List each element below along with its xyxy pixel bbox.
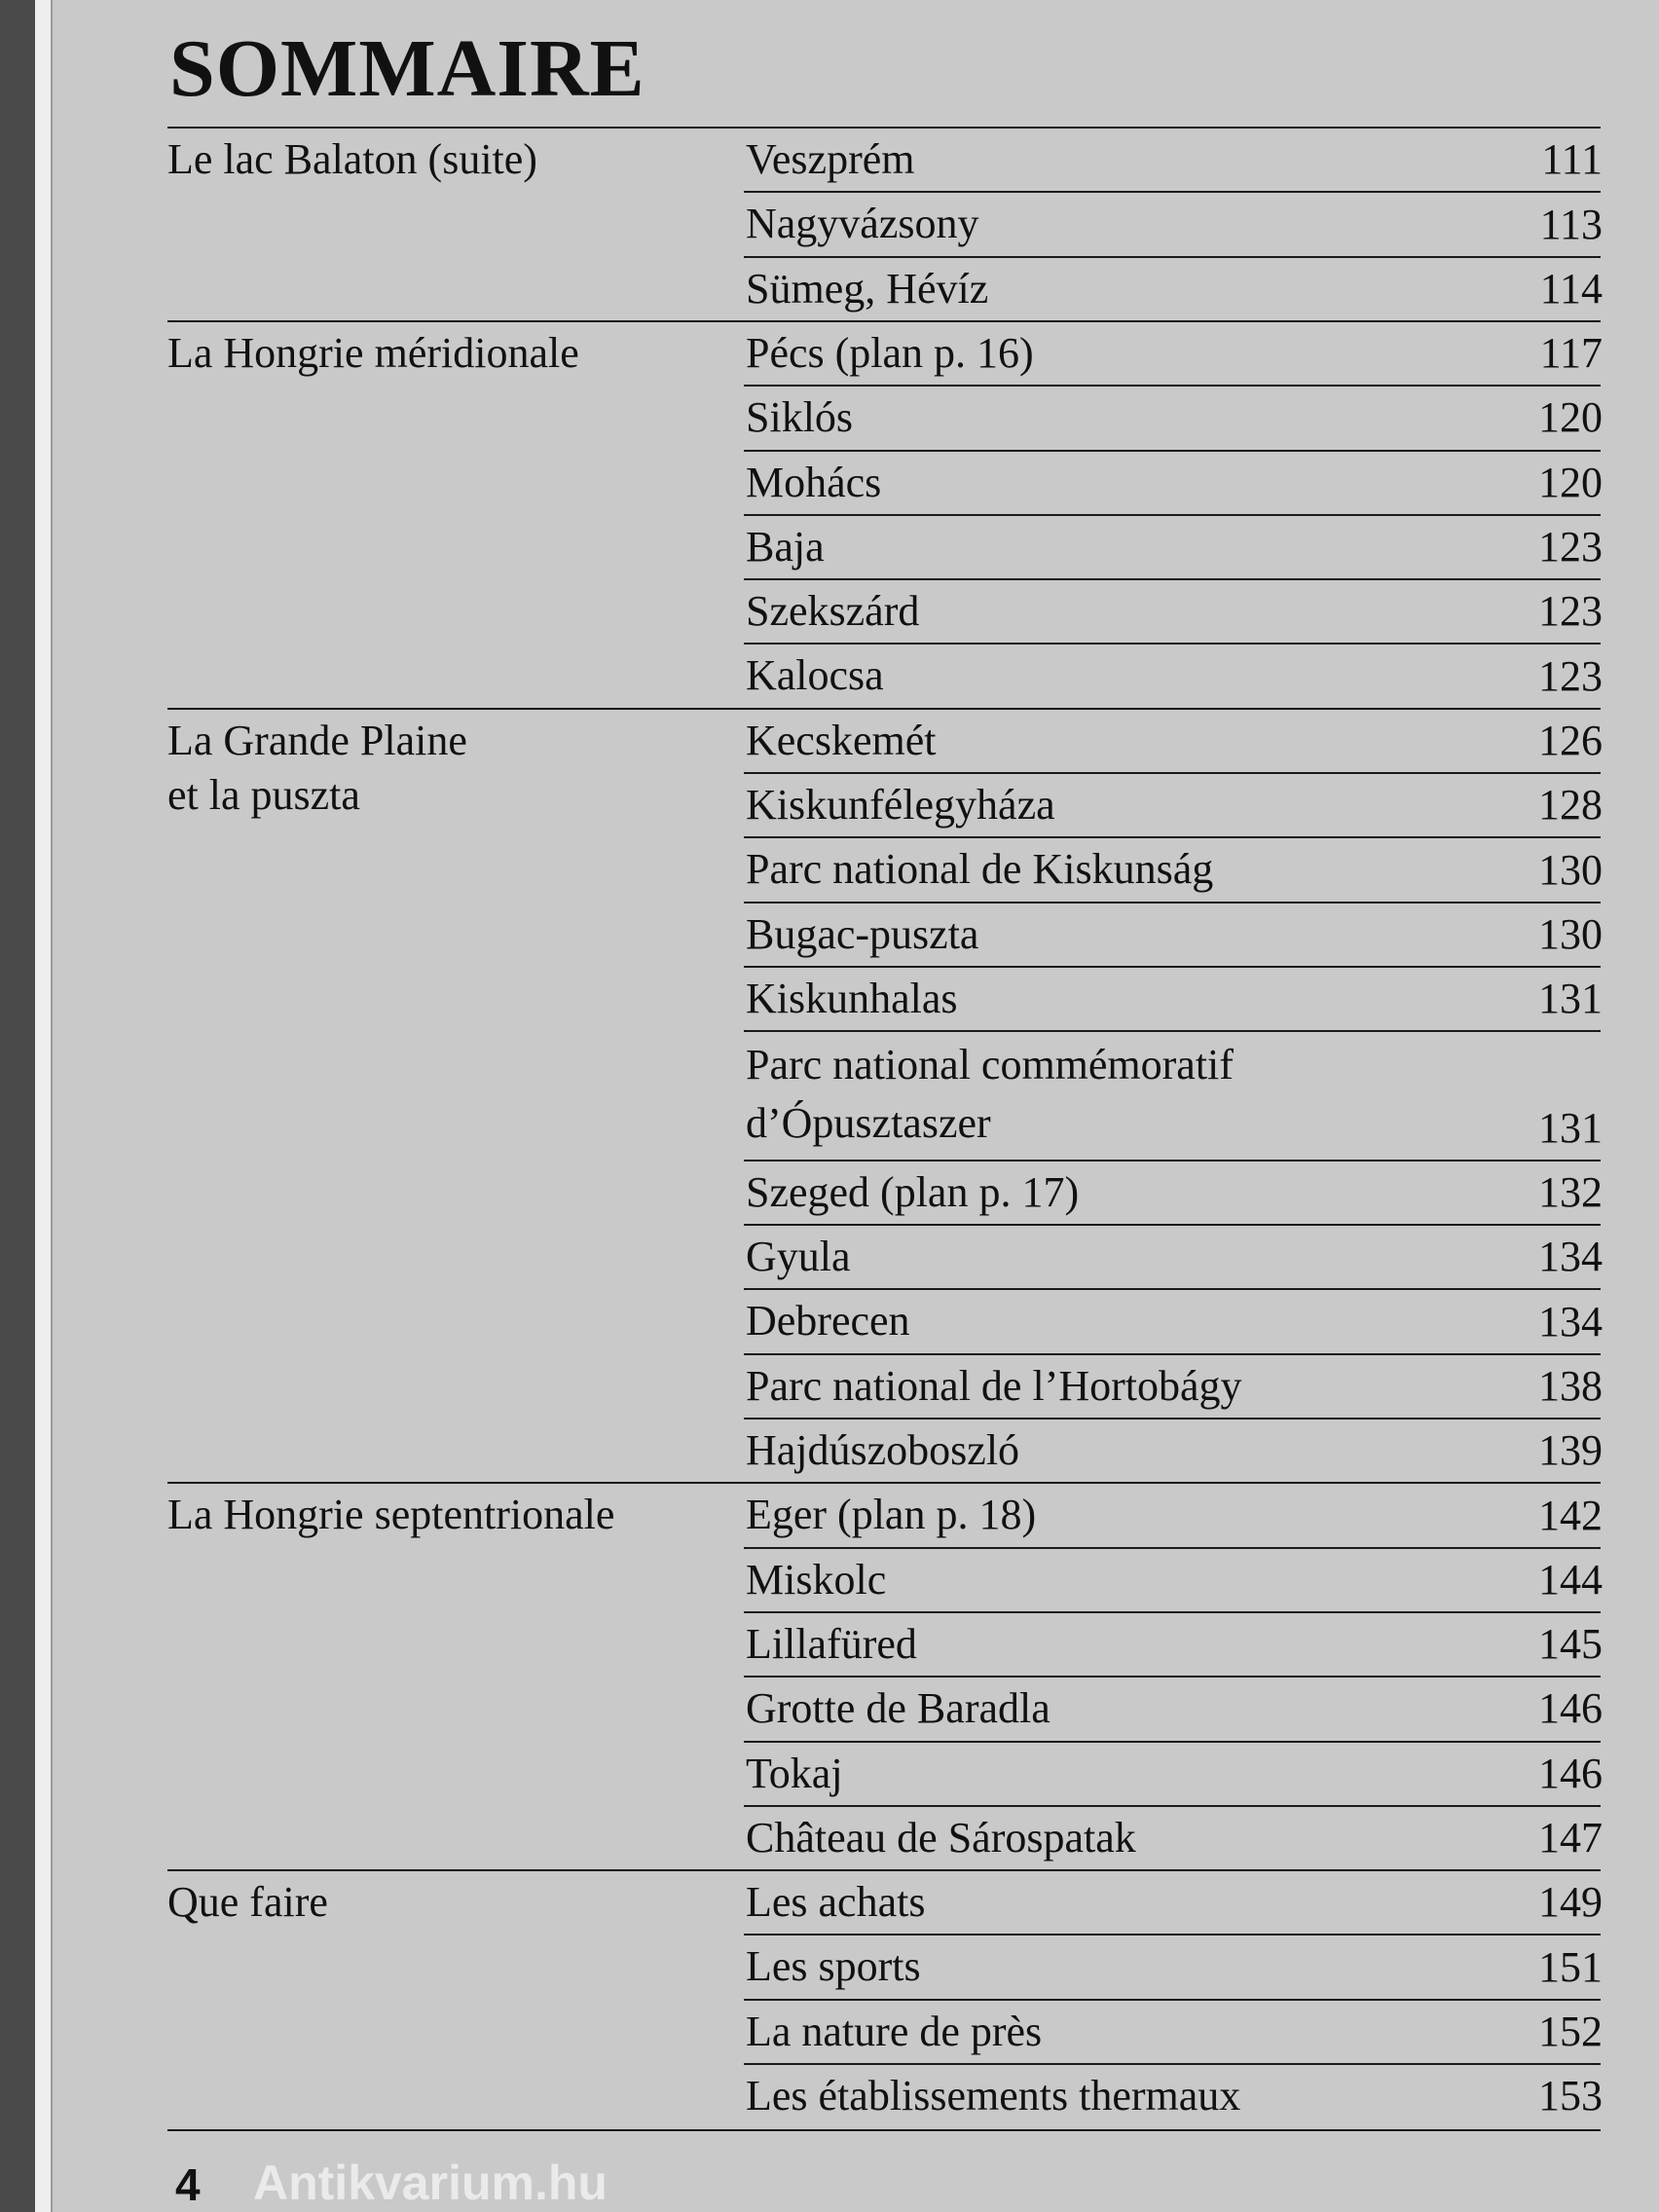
toc-entry [746, 520, 1603, 574]
toc-entry [746, 2005, 1603, 2059]
item-divider [744, 1676, 1601, 1677]
item-divider [744, 1934, 1601, 1936]
entry-title: Lillafüred [746, 1619, 917, 1668]
toc-entry [746, 714, 1603, 768]
toc-entry [746, 390, 1603, 445]
entry-page-number: 128 [1538, 781, 1603, 830]
section-label: La Hongrie méridionale [167, 328, 579, 377]
toc-entry [746, 1811, 1603, 1865]
item-divider [744, 1288, 1601, 1290]
entry-title: Eger (plan p. 18) [746, 1491, 1037, 1539]
entry-title: Pécs (plan p. 16) [746, 328, 1034, 377]
toc-entry [746, 778, 1603, 832]
entry-title: Château de Sárospatak [746, 1813, 1136, 1862]
page-edge [35, 0, 53, 2212]
entry-title: Debrecen [746, 1297, 910, 1346]
entry-page-number: 152 [1538, 2007, 1603, 2055]
entry-title: Kiskunfélegyháza [746, 781, 1055, 829]
entry-page-number: 142 [1538, 1491, 1603, 1539]
entry-page-number: 117 [1539, 329, 1603, 378]
item-divider [744, 1224, 1601, 1226]
toc-entry [746, 1488, 1603, 1542]
toc-entry [746, 1875, 1603, 1930]
entry-title: Les sports [746, 1942, 921, 1991]
item-divider [744, 772, 1601, 774]
toc-entry [746, 262, 1603, 316]
toc-entry [746, 842, 1603, 897]
entry-page-number: 114 [1539, 264, 1603, 313]
section-label: La Hongrie septentrionale [167, 1491, 615, 1539]
entry-title: Kecskemét [746, 716, 937, 764]
item-divider [744, 450, 1601, 452]
toc-entry [746, 1165, 1603, 1220]
entry-page-number: 123 [1538, 587, 1603, 636]
entry-page-number: 145 [1538, 1620, 1603, 1669]
entry-page-number: 123 [1538, 651, 1603, 700]
entry-title: Nagyvázsony [746, 200, 979, 248]
entry-page-number: 130 [1538, 845, 1603, 894]
toc-entry [746, 132, 1603, 187]
entry-page-number: 132 [1538, 1168, 1603, 1217]
entry-page-number: 147 [1538, 1814, 1603, 1862]
toc-entry [746, 584, 1603, 639]
toc-entry [746, 1423, 1603, 1478]
entry-page-number: 144 [1538, 1555, 1603, 1604]
toc-entry [746, 2069, 1603, 2123]
toc-entry [746, 1230, 1603, 1284]
entry-title: Gyula [746, 1233, 851, 1281]
entry-title: Baja [746, 522, 825, 571]
section-divider [167, 1869, 1601, 1871]
entry-page-number: 146 [1538, 1749, 1603, 1797]
item-divider [744, 191, 1601, 193]
item-divider [744, 1741, 1601, 1743]
entry-page-number: 138 [1538, 1361, 1603, 1410]
toc-entry [746, 326, 1603, 381]
toc-entry [746, 197, 1603, 251]
item-divider [744, 1547, 1601, 1549]
entry-title: Kiskunhalas [746, 974, 958, 1022]
toc-entry [746, 1681, 1603, 1736]
entry-page-number: 126 [1538, 716, 1603, 764]
toc-entry [746, 1939, 1603, 1994]
entry-page-number: 113 [1539, 200, 1603, 248]
section-divider [167, 708, 1601, 710]
entry-page-number: 153 [1538, 2072, 1603, 2120]
item-divider [744, 578, 1601, 580]
section-divider [167, 320, 1601, 322]
entry-page-number: 111 [1541, 135, 1603, 184]
item-divider [744, 902, 1601, 903]
page-number: 4 [175, 2159, 201, 2210]
entry-page-number: 134 [1538, 1233, 1603, 1281]
section-label: Le lac Balaton (suite) [167, 135, 537, 183]
section-label: Que faire [167, 1878, 328, 1927]
entry-title: Tokaj [746, 1749, 843, 1797]
entry-title: Sümeg, Hévíz [746, 264, 989, 313]
entry-title: Kalocsa [746, 651, 884, 700]
item-divider [744, 1611, 1601, 1613]
entry-page-number: 120 [1538, 458, 1603, 506]
entry-title: Les achats [746, 1878, 926, 1927]
item-divider [744, 514, 1601, 516]
entry-title: Bugac-puszta [746, 909, 979, 958]
entry-title: Szeged (plan p. 17) [746, 1167, 1080, 1216]
toc-entry [746, 456, 1603, 510]
entry-page-number: 139 [1538, 1426, 1603, 1475]
entry-page-number: 130 [1538, 909, 1603, 958]
item-divider [744, 1418, 1601, 1419]
entry-title: Szekszárd [746, 587, 920, 636]
entry-page-number: 134 [1538, 1297, 1603, 1346]
toc-entry [746, 648, 1603, 703]
item-divider [744, 1353, 1601, 1355]
entry-page-number: 146 [1538, 1684, 1603, 1733]
entry-page-number: 149 [1538, 1878, 1603, 1927]
entry-page-number: 131 [1538, 1103, 1603, 1152]
page-title: SOMMAIRE [169, 23, 645, 114]
entry-title: Mohács [746, 458, 882, 506]
toc-entry [746, 972, 1603, 1026]
item-divider [744, 1999, 1601, 2001]
entry-title: Veszprém [746, 135, 915, 183]
toc-entry [746, 1617, 1603, 1672]
entry-page-number: 131 [1538, 975, 1603, 1023]
entry-title: Les établissements thermaux [746, 2072, 1241, 2120]
item-divider [744, 256, 1601, 258]
entry-title: Grotte de Baradla [746, 1684, 1051, 1733]
book-spine [0, 0, 35, 2212]
entry-title: Parc national commémoratif d’Ópusztaszer [746, 1041, 1234, 1148]
entry-page-number: 123 [1538, 523, 1603, 571]
item-divider [744, 1030, 1601, 1032]
item-divider [744, 643, 1601, 645]
toc-entry [746, 1294, 1603, 1348]
item-divider [744, 2063, 1601, 2065]
toc-entry [746, 1553, 1603, 1607]
section-label: La Grande Plaine et la puszta [167, 716, 467, 819]
item-divider [744, 1805, 1601, 1807]
entry-title: La nature de près [746, 2007, 1043, 2055]
item-divider [744, 966, 1601, 968]
item-divider [744, 385, 1601, 387]
entry-title: Parc national de l’Hortobágy [746, 1361, 1242, 1410]
toc-entry [746, 1747, 1603, 1801]
watermark: Antikvarium.hu [253, 2156, 608, 2210]
entry-title: Miskolc [746, 1555, 887, 1604]
toc-entry [746, 1036, 1603, 1156]
toc-entry [746, 907, 1603, 962]
entry-title: Parc national de Kiskunság [746, 845, 1214, 894]
item-divider [744, 1160, 1601, 1161]
entry-title: Siklós [746, 393, 854, 442]
bottom-rule [167, 2129, 1601, 2131]
section-divider [167, 127, 1601, 129]
item-divider [744, 836, 1601, 838]
entry-page-number: 151 [1538, 1942, 1603, 1991]
entry-page-number: 120 [1538, 393, 1603, 442]
entry-title: Hajdúszoboszló [746, 1426, 1020, 1474]
toc-entry [746, 1359, 1603, 1414]
section-divider [167, 1482, 1601, 1484]
